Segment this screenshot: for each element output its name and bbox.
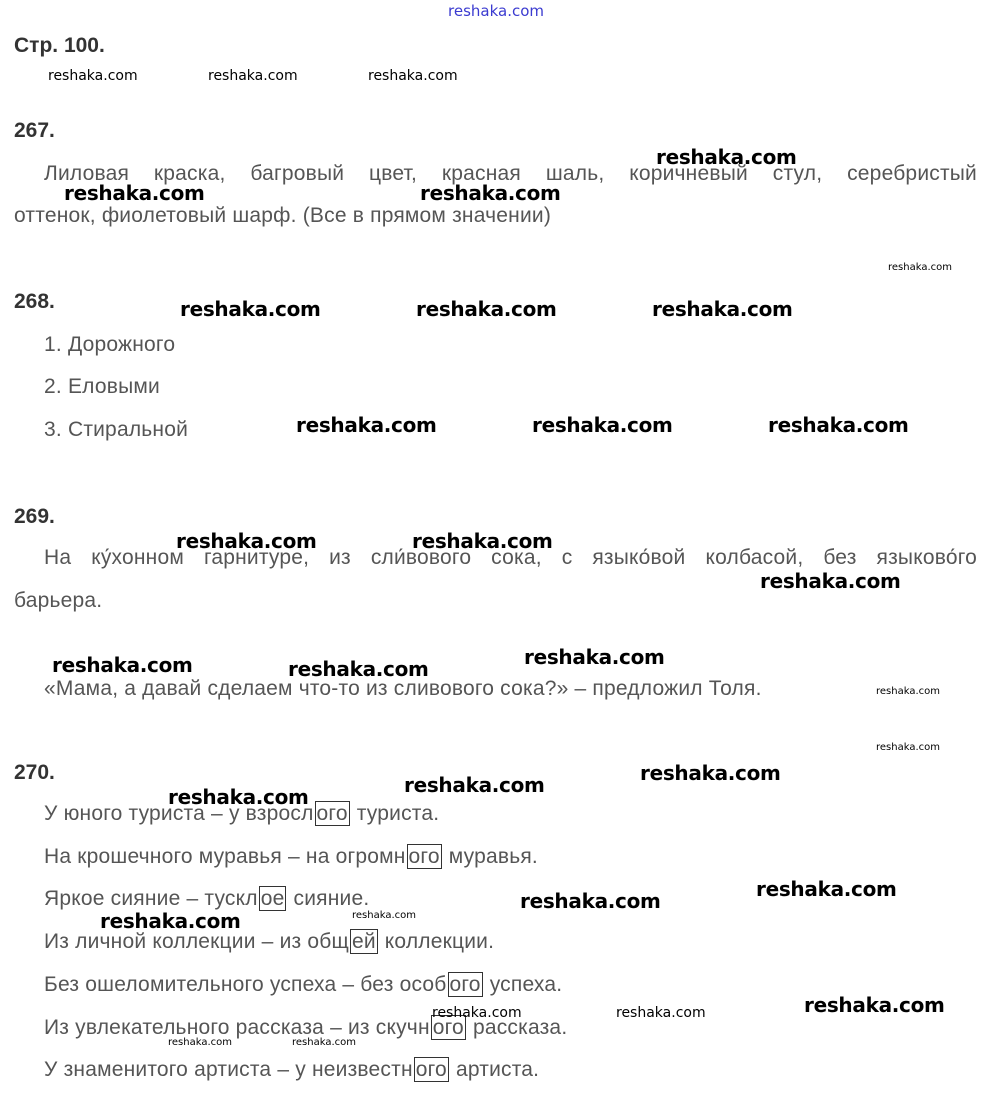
watermark: reshaka.com [64,181,205,205]
watermark: reshaka.com [176,529,317,553]
exercise-267-line2: оттенок, фиолетовый шарф. (Все в прямом значении) [14,204,552,227]
watermark: reshaka.com [640,761,781,785]
row-text: Яркое сияние – тускл [44,887,258,910]
exercise-268-number: 268. [14,290,55,313]
watermark: reshaka.com [804,993,945,1017]
exercise-270-number: 270. [14,761,55,784]
watermark: reshaka.com [208,68,298,84]
watermark: reshaka.com [168,785,309,809]
exercise-267-number: 267. [14,119,55,142]
watermark: reshaka.com [296,413,437,437]
row-text: У знаменитого артиста – у неизвестн [44,1058,413,1081]
row-text: рассказа. [466,1016,568,1039]
watermark: reshaka.com [288,657,429,681]
watermark: reshaka.com [368,68,458,84]
row-text: туриста. [350,802,440,825]
watermark: reshaka.com [432,1005,522,1021]
row-text: артиста. [449,1058,540,1081]
exercise-269-number: 269. [14,505,55,528]
ending-box: ого [316,802,348,825]
watermark: reshaka.com [756,877,897,901]
row-text: На крошечного муравья – на огромн [44,845,406,868]
watermark: reshaka.com [876,742,940,753]
ending-box: ого [432,1016,464,1039]
exercise-268-item: 3. Стиральной [44,418,189,441]
watermark: reshaka.com [656,145,797,169]
watermark: reshaka.com [532,413,673,437]
page-label: Стр. 100. [14,34,105,57]
watermark: reshaka.com [888,262,952,273]
row-text: муравья. [442,845,538,868]
watermark: reshaka.com [168,1037,232,1048]
watermark: reshaka.com [616,1005,706,1021]
watermark: reshaka.com [352,910,416,921]
ending-box: ое [260,887,285,910]
watermark-top: reshaka.com [448,2,544,20]
ending-box: ей [351,930,376,953]
exercise-270-row [44,1058,539,1082]
watermark: reshaka.com [404,773,545,797]
exercise-270-row [44,887,369,911]
row-text: сияние. [287,887,370,910]
exercise-267-line1: Лиловая краска, багровый цвет, красная шаль, коричневый стул, серебристый [44,162,977,185]
watermark: reshaka.com [768,413,909,437]
watermark: reshaka.com [52,653,193,677]
exercise-270-row [44,845,538,869]
ending-box: ого [415,1058,447,1081]
watermark: reshaka.com [760,569,901,593]
watermark: reshaka.com [48,68,138,84]
exercise-270-row [44,973,562,997]
watermark: reshaka.com [412,529,553,553]
watermark: reshaka.com [652,297,793,321]
row-text: У юного туриста – у взросл [44,802,314,825]
watermark: reshaka.com [292,1037,356,1048]
exercise-269-quote: «Мама, а давай сделаем что-то из сливового сока?» – предложил Толя. [44,677,762,700]
watermark: reshaka.com [524,645,665,669]
watermark: reshaka.com [416,297,557,321]
exercise-270-row [44,930,494,954]
watermark: reshaka.com [180,297,321,321]
row-text: успеха. [483,973,563,996]
row-text: Из личной коллекции – из общ [44,930,349,953]
row-text: Из увлекательного рассказа – из скучн [44,1016,430,1039]
watermark: reshaka.com [420,181,561,205]
ending-box: ого [449,973,481,996]
watermark: reshaka.com [100,909,241,933]
watermark: reshaka.com [520,889,661,913]
watermark: reshaka.com [876,686,940,697]
row-text: коллекции. [378,930,495,953]
exercise-268-item: 1. Дорожного [44,333,176,356]
row-text: Без ошеломительного успеха – без особ [44,973,447,996]
ending-box: ого [408,845,440,868]
exercise-268-item: 2. Еловыми [44,375,160,398]
exercise-269-line2: барьера. [14,589,103,612]
exercise-269-line1: На ку́хонном гарнитуре, из сли́вового сока, с языко́вой колбасой, без языково́го [44,546,977,569]
